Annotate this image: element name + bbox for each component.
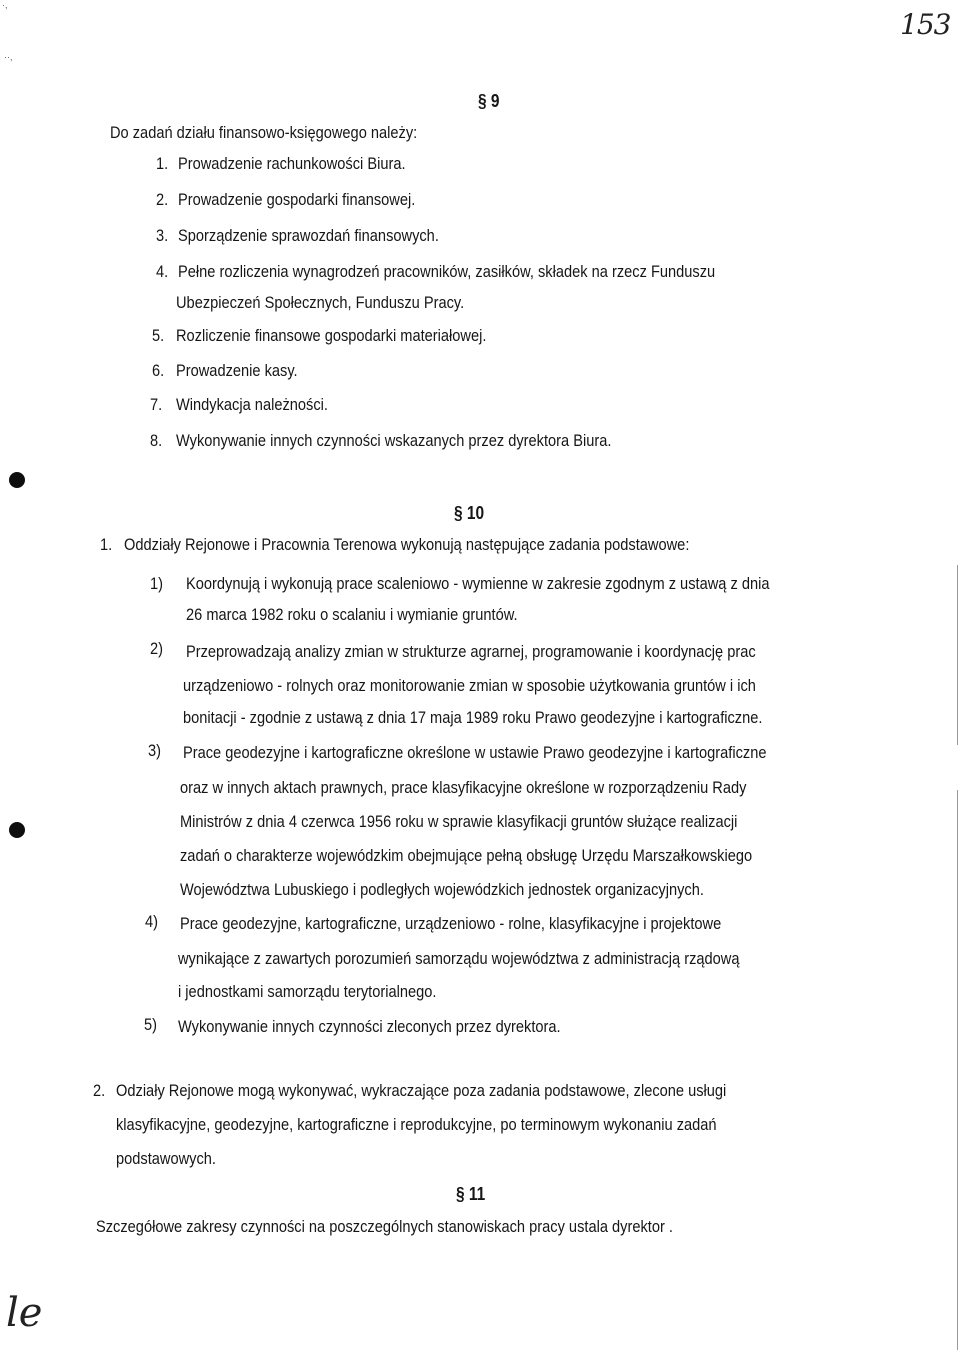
list-item-text: Prowadzenie rachunkowości Biura. bbox=[178, 154, 406, 173]
subitem-line: oraz w innych aktach prawnych, prace klasyfikacyjne określone w rozporządzeniu Rady bbox=[180, 778, 747, 797]
subitem-line: wynikające z zawartych porozumień samorządu województwa z administracją rządową bbox=[178, 949, 740, 968]
subitem-line: i jednostkami samorządu terytorialnego. bbox=[178, 982, 437, 1001]
subitem-line: Prace geodezyjne, kartograficzne, urządzeniowo - rolne, klasyfikacyjne i projektowe bbox=[180, 914, 722, 933]
scan-edge-line bbox=[957, 790, 958, 1350]
subitem-line: Przeprowadzają analizy zmian w strukturze agrarnej, programowanie i koordynację prac bbox=[186, 642, 756, 661]
paragraph-number: 1. bbox=[100, 535, 113, 554]
list-item-number: 5. bbox=[152, 326, 165, 345]
binder-hole-mark bbox=[9, 472, 25, 488]
list-item-text: Sporządzenie sprawozdań finansowych. bbox=[178, 226, 439, 245]
subitem-line: urządzeniowo - rolnych oraz monitorowanie zmian w sposobie użytkowania gruntów i ich bbox=[183, 676, 756, 695]
section-heading-11: § 11 bbox=[456, 1184, 486, 1204]
paragraph-line: podstawowych. bbox=[116, 1149, 216, 1168]
subitem-line: zadań o charakterze wojewódzkim obejmujące pełną obsługę Urzędu Marszałkowskiego bbox=[180, 846, 753, 865]
list-item-text: Wykonywanie innych czynności wskazanych przez dyrektora Biura. bbox=[176, 431, 612, 450]
subitem-number: 1) bbox=[150, 574, 164, 593]
list-item-text: Prowadzenie gospodarki finansowej. bbox=[178, 190, 416, 209]
subitem-number: 3) bbox=[148, 741, 162, 760]
list-item-text: Windykacja należności. bbox=[176, 395, 328, 414]
subitem-number: 5) bbox=[144, 1015, 158, 1034]
section-11-text: Szczegółowe zakresy czynności na poszczególnych stanowiskach pracy ustala dyrektor . bbox=[96, 1217, 673, 1236]
scan-speck: ··, bbox=[4, 52, 13, 62]
subitem-number: 2) bbox=[150, 639, 164, 658]
paragraph-line: klasyfikacyjne, geodezyjne, kartograficzne i reprodukcyjne, po terminowym wykonaniu zadań bbox=[116, 1115, 717, 1134]
list-item-number: 8. bbox=[150, 431, 163, 450]
paragraph-number: 2. bbox=[93, 1081, 106, 1100]
list-item-number: 4. bbox=[156, 262, 169, 281]
list-item-text: Rozliczenie finansowe gospodarki materiałowej. bbox=[176, 326, 487, 345]
list-item-number: 2. bbox=[156, 190, 169, 209]
subitem-line: 26 marca 1982 roku o scalaniu i wymianie gruntów. bbox=[186, 605, 518, 624]
list-item-text: Ubezpieczeń Społecznych, Funduszu Pracy. bbox=[176, 293, 465, 312]
paragraph-intro: Oddziały Rejonowe i Pracownia Terenowa wykonują następujące zadania podstawowe: bbox=[124, 535, 690, 554]
list-item-number: 1. bbox=[156, 154, 169, 173]
list-item-number: 6. bbox=[152, 361, 165, 380]
subitem-line: Prace geodezyjne i kartograficzne określone w ustawie Prawo geodezyjne i kartograficzne bbox=[183, 743, 767, 762]
subitem-line: Województwa Lubuskiego i podległych wojewódzkich jednostek organizacyjnych. bbox=[180, 880, 704, 899]
scan-speck: ·, bbox=[2, 0, 8, 10]
handwritten-initials: le bbox=[6, 1290, 43, 1336]
section-9-intro: Do zadań działu finansowo-księgowego należy: bbox=[110, 123, 418, 142]
scan-edge-line bbox=[957, 565, 958, 745]
handwritten-page-number: 153 bbox=[900, 8, 951, 41]
subitem-line: Ministrów z dnia 4 czerwca 1956 roku w sprawie klasyfikacji gruntów służące realizacji bbox=[180, 812, 738, 831]
binder-hole-mark bbox=[9, 822, 25, 838]
subitem-line: bonitacji - zgodnie z ustawą z dnia 17 maja 1989 roku Prawo geodezyjne i kartograficzne. bbox=[183, 708, 763, 727]
subitem-line: Wykonywanie innych czynności zleconych przez dyrektora. bbox=[178, 1017, 561, 1036]
list-item-text: Prowadzenie kasy. bbox=[176, 361, 298, 380]
subitem-number: 4) bbox=[145, 912, 159, 931]
list-item-number: 3. bbox=[156, 226, 169, 245]
list-item-number: 7. bbox=[150, 395, 163, 414]
section-heading-9: § 9 bbox=[478, 91, 500, 111]
section-heading-10: § 10 bbox=[454, 503, 485, 523]
list-item-text: Pełne rozliczenia wynagrodzeń pracowników, zasiłków, składek na rzecz Funduszu bbox=[178, 262, 716, 281]
subitem-line: Koordynują i wykonują prace scaleniowo - wymienne w zakresie zgodnym z ustawą z dnia bbox=[186, 574, 770, 593]
paragraph-line: Odziały Rejonowe mogą wykonywać, wykraczające poza zadania podstawowe, zlecone usługi bbox=[116, 1081, 727, 1100]
